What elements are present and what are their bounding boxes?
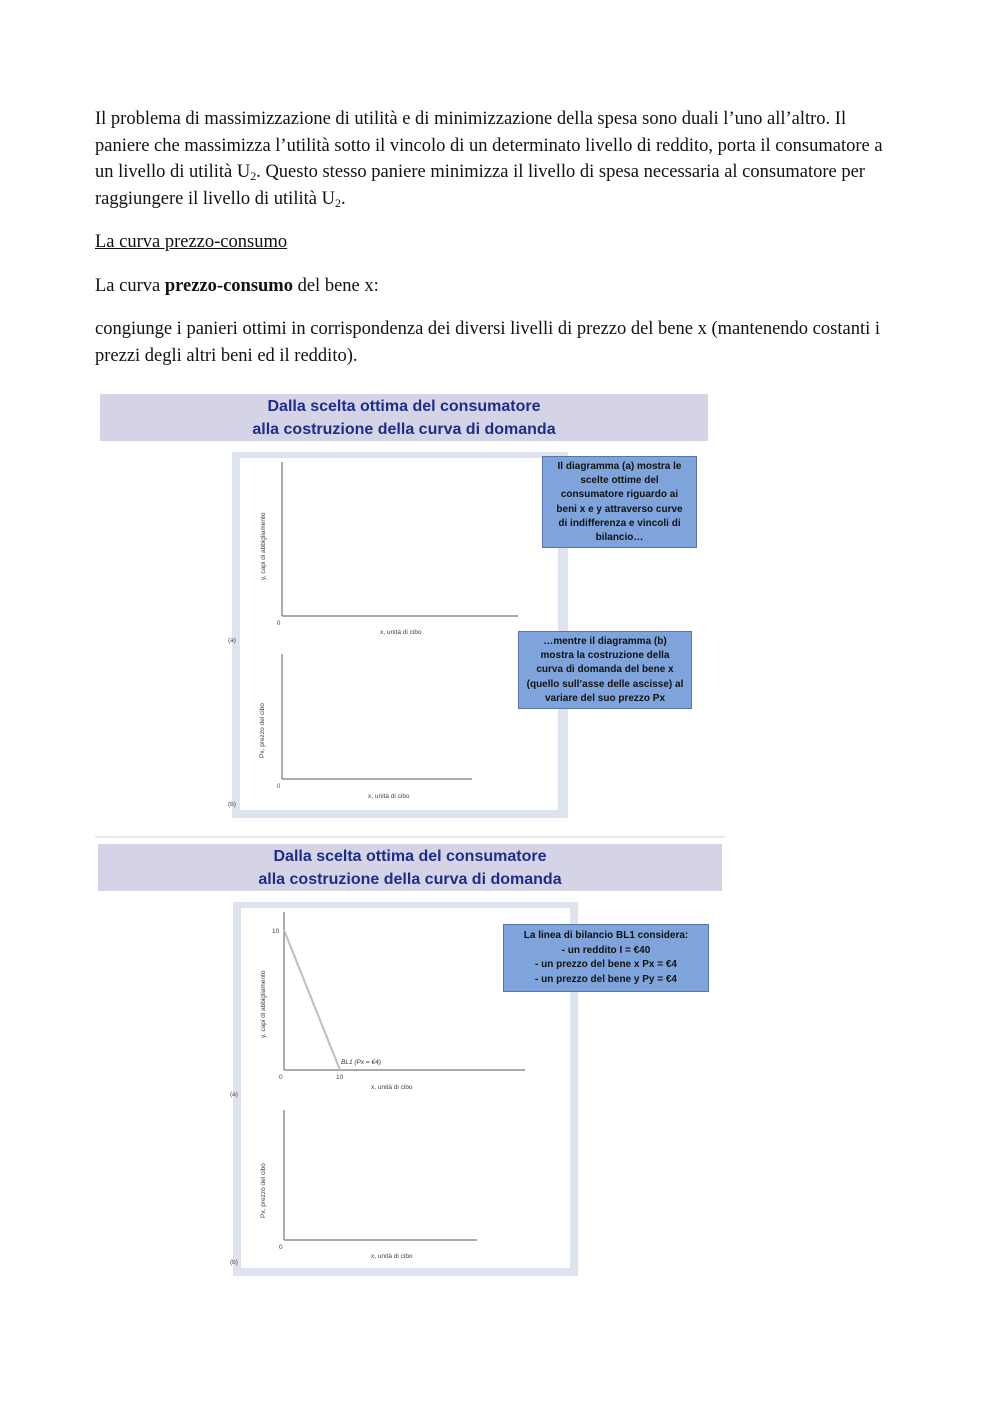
bold-term: prezzo-consumo <box>164 276 293 296</box>
panel-label: (b) <box>230 1259 238 1266</box>
slide-title-line: alla costruzione della curva di domanda <box>258 871 562 888</box>
y-axis-label: Px, prezzo del cibo <box>260 1163 267 1218</box>
subscript: 2 <box>250 169 257 183</box>
origin-label: 0 <box>277 621 281 627</box>
x-axis-label: x, unità di cibo <box>371 1084 413 1091</box>
x-axis-label: x, unità di cibo <box>380 629 422 636</box>
callout-line: beni x e y attraverso curve <box>556 503 683 515</box>
paragraph-definition <box>95 273 905 300</box>
paragraph-text: . <box>340 188 346 209</box>
slide-title-line: Dalla scelta ottima del consumatore <box>273 848 547 865</box>
callout-box-b <box>518 631 692 709</box>
slide-image-2 <box>95 838 725 1288</box>
callout-box-budget <box>503 924 709 992</box>
diagram-area <box>228 458 558 810</box>
section-heading: La curva prezzo-consumo <box>95 232 288 252</box>
paragraph-text: La curva <box>95 276 165 296</box>
callout-line: di indifferenza e vincoli di <box>558 517 681 529</box>
callout-line: - un prezzo del bene y Py = €4 <box>535 973 677 985</box>
slide-image-1 <box>95 390 725 830</box>
origin-label: 0 <box>279 1244 283 1251</box>
y-axis-label: y, capi di abbigliamento <box>260 970 267 1038</box>
callout-line: mostra la costruzione della <box>540 650 670 662</box>
callout-line: bilancio… <box>595 532 644 544</box>
panel-label: (a) <box>228 637 236 644</box>
paragraph-duality <box>95 106 905 212</box>
y-axis-label: y, capi di abbigliamento <box>260 512 267 580</box>
paragraph-explanation: congiunge i panieri ottimi in corrispondenza dei diversi livelli di prezzo del bene x (mantenendo costanti i prezzi degli altri beni ed il reddito). <box>95 319 880 366</box>
slide-title-line: alla costruzione della curva di domanda <box>252 421 556 438</box>
callout-box-a <box>542 456 697 548</box>
panel-label: (a) <box>230 1091 238 1098</box>
origin-label: 0 <box>279 1074 283 1081</box>
callout-line: …mentre il diagramma (b) <box>543 636 667 647</box>
slide-title-banner <box>100 394 708 441</box>
budget-line-label: BL1 (Px = €4) <box>341 1059 381 1066</box>
callout-line: consumatore riguardo ai <box>560 489 679 501</box>
x-axis-label: x, unità di cibo <box>371 1253 413 1260</box>
callout-line: curva di domanda del bene x <box>536 664 674 676</box>
callout-line: - un prezzo del bene x Px = €4 <box>535 959 677 970</box>
origin-label: 0 <box>277 784 281 790</box>
x-axis-label: x, unità di cibo <box>368 793 410 800</box>
callout-line: scelte ottime del <box>580 475 659 487</box>
callout-line: - un reddito I = €40 <box>561 944 651 956</box>
subscript: 2 <box>334 195 341 210</box>
callout-line: (quello sull’asse delle ascisse) al <box>526 678 684 690</box>
slide-title-banner <box>98 844 722 891</box>
x-tick-label: 10 <box>336 1074 344 1081</box>
callout-line: variare del suo prezzo Px <box>544 692 666 704</box>
slide-title-line: Dalla scelta ottima del consumatore <box>267 398 541 415</box>
diagrams-svg <box>228 458 558 810</box>
paragraph-text: . Questo stesso paniere minimizza il livello di spesa necessaria al consumatore per raggiungere il livello di utilità U <box>95 162 865 209</box>
paragraph-text: del bene x: <box>292 276 379 296</box>
budget-line-bl1 <box>284 930 340 1070</box>
paragraph-text: Il problema di massimizzazione di utilità e di minimizzazione della spesa sono duali l’uno all’altro. Il paniere che massimizza l’utilità sotto il vincolo di un determinato livello di reddito, porta il consumatore a un livello di utilità U <box>95 109 883 182</box>
panel-label: (b) <box>228 801 236 808</box>
y-axis-label: Px, prezzo del cibo <box>259 703 266 758</box>
callout-line: La linea di bilancio BL1 considera: <box>523 930 689 941</box>
y-tick-label: 10 <box>272 928 280 935</box>
callout-line: Il diagramma (a) mostra le <box>557 461 682 472</box>
